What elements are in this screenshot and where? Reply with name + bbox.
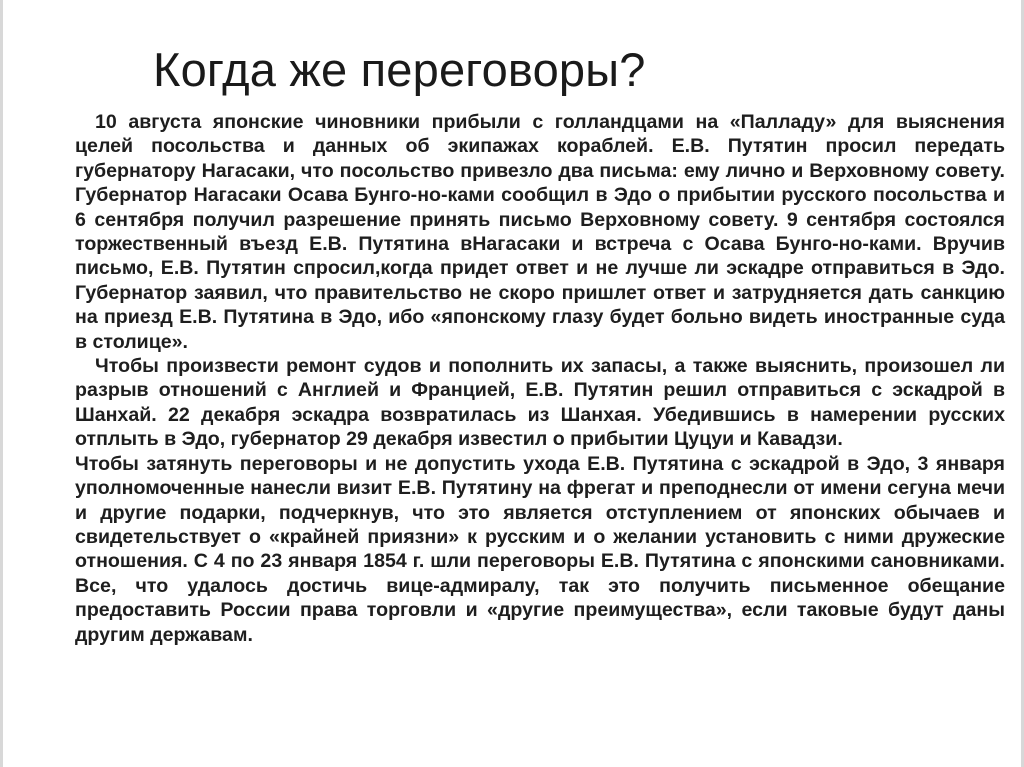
slide-body: [75, 110, 1005, 647]
paragraph-negotiations: Чтобы затянуть переговоры и не допустить ухода Е.В. Путятина с эскадрой в Эдо, 3 января уполномоченные нанесли визит Е.В. Путятину на фрегат и преподнесли от имени сегуна мечи и другие подарки, подчеркнув, что это является отступлением от японских обычаев и свидетельствует о «крайней приязни» к русским и о желании установить с ними дружеские отношения. С 4 по 23 января 1854 г. шли переговоры Е.В. Путятина с японскими сановниками. Все, что удалось достичь вице-адмиралу, так это получить письменное обещание предоставить России права торговли и «другие преимущества», если таковые будут даны другим державам.: [75, 452, 1005, 646]
paragraph-shanghai: Чтобы произвести ремонт судов и пополнить их запасы, а также выяснить, произошел ли разрыв отношений с Англией и Францией, Е.В. Путятин решил отправиться с эскадрой в Шанхай. 22 декабря эскадра возвратилась из Шанхая. Убедившись в намерении русских отплыть в Эдо, губернатор 29 декабря известил о прибытии Цуцуи и Кавадзи.: [75, 355, 1005, 451]
paragraph-arrival: 10 августа японские чиновники прибыли с голландцами на «Палладу» для выяснения целей посольства и данных об экипажах кораблей. Е.В. Путятин просил передать губернатору Нагасаки, что посольство привезло два письма: ему лично и Верховному совету. Губернатор Нагасаки Осава Бунго-но-ками сообщил в Эдо о прибытии русского посольства и 6 сентября получил разрешение принять письмо Верховному совету. 9 сентября состоялся торжественный въезд Е.В. Путятина вНагасаки и встреча с Осава Бунго-но-ками. Вручив письмо, Е.В. Путятин спросил,когда придет ответ и не лучше ли эскадре отправиться в Эдо. Губернатор заявил, что правительство не скоро пришлет ответ и затрудняется дать санкцию на приезд Е.В. Путятина в Эдо, ибо «японскому глазу будет больно видеть иностранные суда в столице».: [75, 111, 1005, 353]
slide-title: Когда же переговоры?: [153, 43, 646, 96]
